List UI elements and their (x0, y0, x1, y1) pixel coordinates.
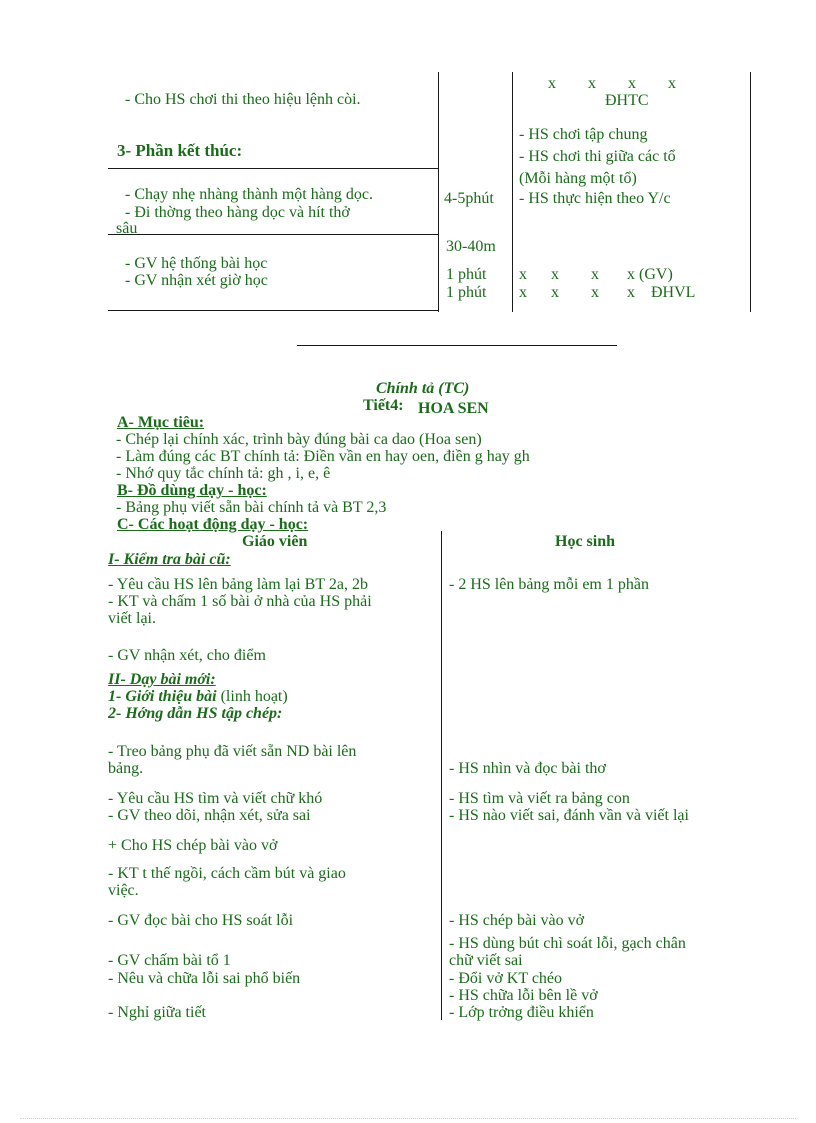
student-step-4: - HS nào viết sai, đánh vần và viết lại (449, 807, 689, 824)
top-table-hline-3 (108, 310, 438, 311)
header-student: Học sinh (555, 533, 616, 550)
end-item-2: - Đi thờng theo hàng dọc và hít thở (125, 204, 350, 221)
part-1-heading: I- Kiểm tra bài cũ: (108, 551, 231, 568)
lesson-table-divider (441, 531, 442, 1020)
teacher-step-2a: - KT và chấm 1 số bài ở nhà của HS phải (108, 593, 372, 610)
section-c-heading: C- Các hoạt động dạy - học: (117, 516, 309, 533)
student-line-1: - HS chơi tập chung (519, 126, 648, 143)
student-step-6a: - HS dùng bút chì soát lỗi, gạch chân (449, 935, 686, 952)
teacher-step-4a: - Treo bảng phụ đã viết sẵn ND bài lên (108, 743, 357, 760)
student-step-5: - HS chép bài vào vở (449, 912, 585, 929)
time-4: 1 phút (446, 284, 487, 301)
student-step-6b: chữ viết sai (449, 952, 523, 969)
time-3: 1 phút (446, 266, 487, 283)
formation-row-2: x x x x ĐHVL (519, 284, 696, 301)
student-step-2: - HS nhìn và đọc bài thơ (449, 760, 606, 777)
teacher-step-2b: viết lại. (108, 610, 156, 627)
teacher-step-9: - GV đọc bài cho HS soát lỗi (108, 912, 294, 929)
section-separator (297, 345, 617, 346)
teacher-step-4b: bảng. (108, 760, 144, 777)
teacher-step-7: + Cho HS chép bài vào vở (108, 837, 278, 854)
end-item-3: sâu (116, 220, 138, 237)
teacher-step-5: - Yêu cầu HS tìm và viết chữ khó (108, 790, 323, 807)
objective-3: - Nhớ quy tắc chính tả: gh , i, e, ê (116, 465, 331, 482)
teacher-step-8b: việc. (108, 882, 139, 899)
student-step-3: - HS tìm và viết ra bảng con (449, 790, 630, 807)
end-heading: 3- Phần kết thúc: (117, 141, 243, 160)
intro-note: (linh hoạt) (216, 688, 288, 705)
part-2-heading: II- Dạy bài mới: (108, 671, 216, 688)
student-step-7: - Đổi vở KT chéo (449, 970, 563, 987)
formation-top: x x x x (548, 75, 676, 92)
top-table-divider-1 (438, 72, 439, 312)
end-item-1: - Chạy nhẹ nhàng thành một hàng dọc. (125, 186, 373, 203)
top-table-divider-2 (512, 72, 513, 312)
time-2: 30-40m (446, 238, 496, 255)
materials: - Bảng phụ viết sẵn bài chính tả và BT 2,3 (116, 499, 387, 516)
game-line: - Cho HS chơi thi theo hiệu lệnh còi. (125, 91, 361, 108)
intro-label: 1- Giới thiệu bài (108, 688, 217, 705)
lesson-period: Tiết4: (363, 397, 404, 414)
header-teacher: Giáo viên (242, 533, 308, 550)
section-a-heading: A- Mục tiêu: (117, 414, 205, 431)
teacher-step-8a: - KT t thế ngồi, cách cầm bút và giao (108, 865, 346, 882)
objective-2: - Làm đúng các BT chính tả: Điền vần en hay oen, điền g hay gh (116, 448, 530, 465)
teacher-step-6: - GV theo dõi, nhận xét, sửa sai (108, 807, 311, 824)
lesson-subject: Chính tả (TC) (376, 380, 470, 397)
top-table-hline-2 (108, 234, 438, 235)
teacher-step-12: - Nghỉ giữa tiết (108, 1004, 206, 1021)
page-bottom-rule (20, 1118, 796, 1119)
section-b-heading: B- Đồ dùng dạy - học: (117, 482, 267, 499)
student-line-3: (Mỗi hàng một tổ) (519, 170, 637, 187)
student-step-8: - HS chữa lỗi bên lề vở (449, 987, 598, 1004)
lesson-title: HOA SEN (418, 400, 489, 417)
student-step-9: - Lớp trởng điều khiển (449, 1004, 594, 1021)
time-1: 4-5phút (444, 190, 494, 207)
objective-1: - Chép lại chính xác, trình bày đúng bài ca dao (Hoa sen) (116, 431, 482, 448)
teacher-step-11: - Nêu và chữa lỗi sai phổ biến (108, 970, 301, 987)
review-item-1: - GV hệ thống bài học (125, 255, 268, 272)
student-line-2: - HS chơi thi giữa các tổ (519, 148, 676, 165)
teacher-step-1: - Yêu cầu HS lên bảng làm lại BT 2a, 2b (108, 576, 368, 593)
formation-row-1: x x x x (GV) (519, 266, 673, 283)
guide-heading: 2- Hớng dẫn HS tập chép: (108, 705, 283, 722)
teacher-step-10: - GV chấm bài tổ 1 (108, 952, 231, 969)
top-table-hline-1 (108, 168, 438, 169)
student-step-1: - 2 HS lên bảng mỗi em 1 phần (449, 576, 649, 593)
teacher-step-3: - GV nhận xét, cho điểm (108, 647, 266, 664)
review-item-2: - GV nhận xét giờ học (125, 272, 268, 289)
top-table-divider-3 (750, 72, 751, 312)
student-line-4: - HS thực hiện theo Y/c (519, 190, 671, 207)
intro-line (108, 688, 288, 706)
formation-top-label: ĐHTC (605, 92, 649, 109)
